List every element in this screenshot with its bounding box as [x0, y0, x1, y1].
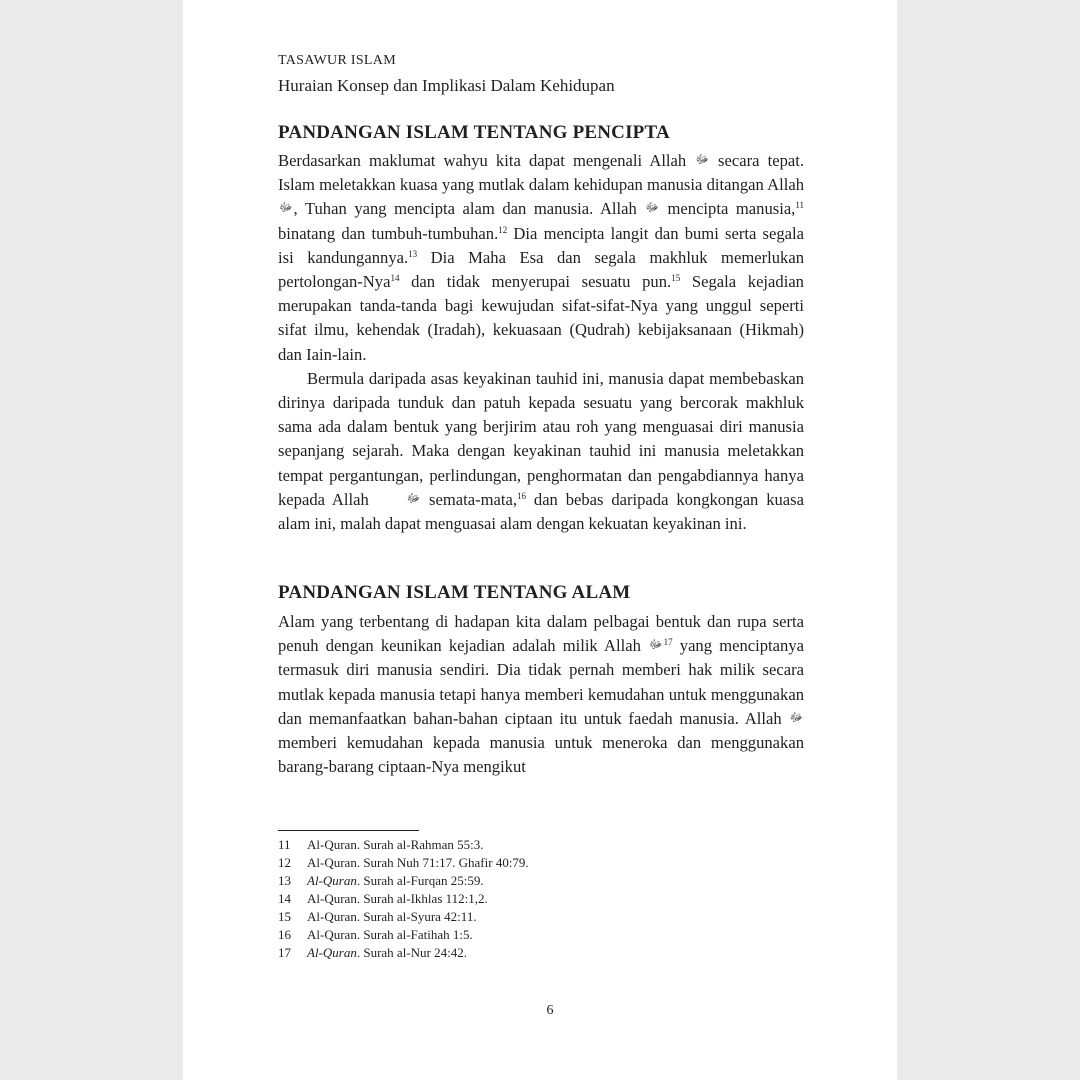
footnote-item: [278, 836, 798, 854]
footnote-text: Al-Quran. Surah al-Rahman 55:3.: [307, 837, 484, 852]
text-run: mencipta manusia,: [659, 199, 796, 219]
footnote-number: 12: [278, 855, 291, 870]
text-run: Dia mencipta langit dan bumi serta segala isi kandungannya.: [278, 223, 804, 267]
text-run: dan bebas daripada kongkongan kuasa alam ini, malah dapat menguasai alam dengan kekuatan keyakinan ini.: [278, 489, 804, 534]
section-body-pencipta: [278, 149, 804, 536]
section-body-alam: [278, 610, 804, 779]
footnote-text: Al-Quran. Surah al-Syura 42:11.: [307, 909, 477, 924]
footnote-divider: [278, 830, 419, 831]
footnote-text: Al-Quran. Surah Nuh 71:17. Ghafir 40:79.: [307, 855, 529, 870]
honorific-calligraphy-icon: ﷻ: [649, 637, 663, 652]
body-paragraph: [278, 149, 804, 367]
footnote-item: [278, 908, 798, 926]
footnote-number: 17: [278, 945, 291, 960]
text-run: secara tepat. Islam meletakkan kuasa yang mutlak dalam kehidupan manusia ditangan Allah: [278, 151, 804, 195]
footnote-reference: 11: [795, 200, 804, 211]
footnote-text: Al-Quran. Surah al-Fatihah 1:5.: [307, 927, 473, 942]
footnote-item: [278, 944, 798, 962]
footnote-text: Al-Quran. Surah al-Ikhlas 112:1,2.: [307, 891, 488, 906]
footnote-number: 14: [278, 891, 291, 906]
footnote-reference: 12: [498, 224, 508, 235]
section-heading-alam: PANDANGAN ISLAM TENTANG ALAM: [278, 582, 631, 603]
running-header-title: TASAWUR ISLAM: [278, 53, 396, 68]
footnote-item: [278, 890, 798, 908]
text-run: Bermula daripada asas keyakinan tauhid ini, manusia dapat membebaskan dirinya daripada tunduk dan patuh kepada sesuatu yang bercorak makhluk sama ada dalam bentuk yang berjirim atau roh yang menguasai diri manusia sepanjang sejarah. Maka dengan keyakinan tauhid ini manusia meletakkan tempat pergantungan, perlindungan, penghormatan dan pengabdiannya hanya kepada Allah: [278, 368, 804, 509]
text-run: dan tidak menyerupai sesuatu pun.: [399, 272, 672, 292]
page-number: 6: [546, 1003, 554, 1018]
footnote-number: 15: [278, 909, 291, 924]
text-run: yang menciptanya termasuk diri manusia sendiri. Dia tidak pernah memberi hak milik secara mutlak kepada manusia tetapi hanya memberi kemudahan untuk menggunakan dan memanfaatkan bahan-bahan ciptaan itu untuk faedah manusia. Allah: [278, 636, 804, 728]
footnote-item: [278, 854, 798, 872]
footnote-number: 16: [278, 927, 291, 942]
section-heading-pencipta: PANDANGAN ISLAM TENTANG PENCIPTA: [278, 122, 670, 143]
footnote-list: [278, 836, 798, 962]
text-run: Dia Maha Esa dan segala makhluk memerlukan pertolongan-Nya: [278, 247, 804, 292]
footnote-item: [278, 926, 798, 944]
running-header-subtitle: Huraian Konsep dan Implikasi Dalam Kehidupan: [278, 76, 615, 95]
footnote-text: Al-Quran. Surah al-Nur 24:42.: [307, 945, 467, 960]
text-run: semata-mata,: [421, 489, 518, 509]
honorific-calligraphy-icon: ﷻ: [789, 709, 803, 724]
body-paragraph: [278, 610, 804, 779]
footnote-number: 13: [278, 873, 291, 888]
footnote-italic-source: Al-Quran: [307, 945, 357, 960]
footnote-item: [278, 872, 798, 890]
footnote-number: 11: [278, 837, 291, 852]
text-run: Berdasarkan maklumat wahyu kita dapat mengenali Allah: [278, 151, 695, 170]
text-run: , Tuhan yang mencipta alam dan manusia. Allah: [293, 199, 645, 219]
text-run: Segala kejadian merupakan tanda-tanda bagi kewujudan sifat-sifat-Nya yang unggul seperti sifat ilmu, kehendak (Iradah), kekuasaan (Qudrah) kebijaksanaan (Hikmah) dan Iain-lain.: [278, 272, 804, 364]
footnote-reference: 14: [390, 273, 400, 284]
text-run: binatang dan tumbuh-tumbuhan.: [278, 223, 499, 243]
footnote-text: Al-Quran. Surah al-Furqan 25:59.: [307, 873, 484, 888]
footnote-reference: 17: [663, 637, 673, 648]
text-run: memberi kemudahan kepada manusia untuk meneroka dan menggunakan barang-barang ciptaan-Nya mengikut: [278, 733, 804, 777]
footnote-reference: 16: [517, 490, 527, 501]
footnote-reference: 13: [408, 248, 418, 259]
honorific-calligraphy-icon: ﷻ: [279, 200, 293, 215]
footnote-italic-source: Al-Quran: [307, 873, 357, 888]
text-run: Alam yang terbentang di hadapan kita dalam pelbagai bentuk dan rupa serta penuh dengan keunikan kejadian adalah milik Allah: [278, 612, 804, 656]
body-paragraph: [278, 367, 804, 536]
honorific-calligraphy-icon: ﷻ: [645, 200, 659, 215]
footnote-reference: 15: [671, 273, 681, 284]
honorific-calligraphy-icon: ﷻ: [406, 490, 421, 505]
honorific-calligraphy-icon: ﷻ: [695, 152, 709, 166]
